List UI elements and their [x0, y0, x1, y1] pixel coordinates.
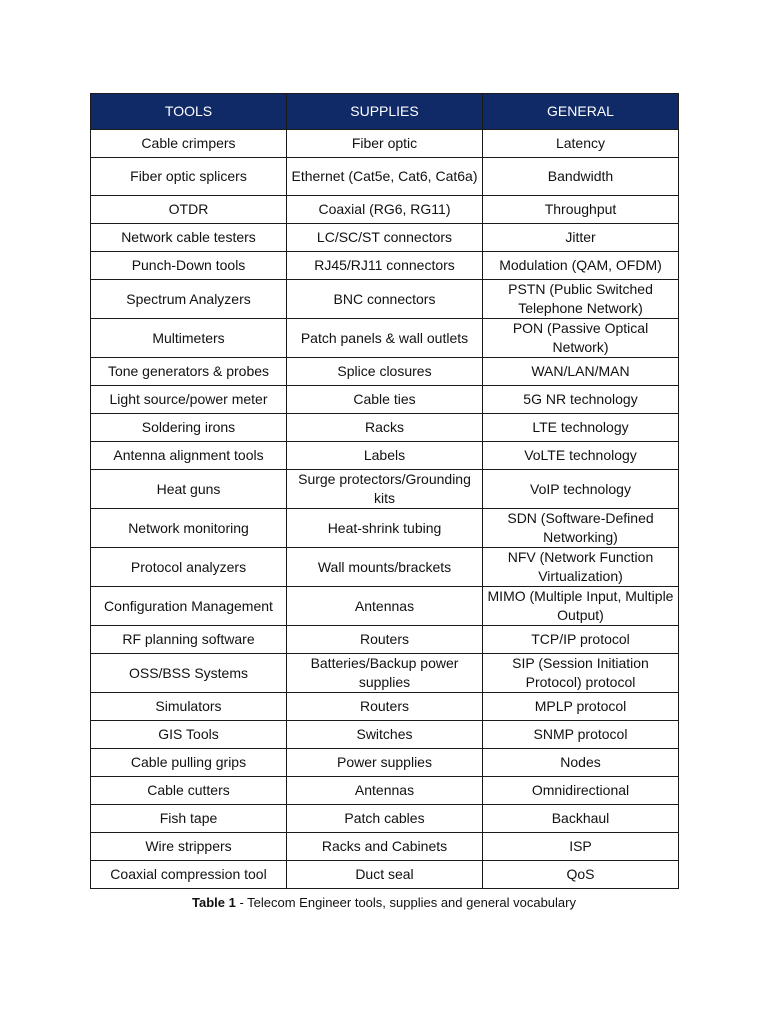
tools-cell: Protocol analyzers — [91, 548, 287, 587]
table-row — [91, 805, 679, 833]
table-row — [91, 749, 679, 777]
table-header — [91, 94, 679, 130]
tools-cell: Soldering irons — [91, 414, 287, 442]
tools-cell: OTDR — [91, 196, 287, 224]
tools-cell: Coaxial compression tool — [91, 861, 287, 889]
header-general: GENERAL — [483, 94, 679, 130]
supplies-cell: Routers — [287, 626, 483, 654]
caption-text: - Telecom Engineer tools, supplies and general vocabulary — [235, 895, 576, 910]
supplies-cell: Cable ties — [287, 386, 483, 414]
table-row — [91, 130, 679, 158]
general-cell: SIP (Session Initiation Protocol) protocol — [483, 654, 679, 693]
general-cell: QoS — [483, 861, 679, 889]
tools-cell: Simulators — [91, 693, 287, 721]
table-row — [91, 158, 679, 196]
table-row — [91, 861, 679, 889]
general-cell: Latency — [483, 130, 679, 158]
table-row — [91, 777, 679, 805]
general-cell: SDN (Software-Defined Networking) — [483, 509, 679, 548]
general-cell: TCP/IP protocol — [483, 626, 679, 654]
general-cell: Modulation (QAM, OFDM) — [483, 252, 679, 280]
supplies-cell: RJ45/RJ11 connectors — [287, 252, 483, 280]
supplies-cell: Labels — [287, 442, 483, 470]
table-row — [91, 587, 679, 626]
tools-cell: Network monitoring — [91, 509, 287, 548]
general-cell: SNMP protocol — [483, 721, 679, 749]
general-cell: Bandwidth — [483, 158, 679, 196]
supplies-cell: Ethernet (Cat5e, Cat6, Cat6a) — [287, 158, 483, 196]
supplies-cell: Duct seal — [287, 861, 483, 889]
tools-cell: Fish tape — [91, 805, 287, 833]
header-row — [91, 94, 679, 130]
supplies-cell: LC/SC/ST connectors — [287, 224, 483, 252]
general-cell: Omnidirectional — [483, 777, 679, 805]
supplies-cell: Batteries/Backup power supplies — [287, 654, 483, 693]
general-cell: NFV (Network Function Virtualization) — [483, 548, 679, 587]
header-tools: TOOLS — [91, 94, 287, 130]
tools-cell: OSS/BSS Systems — [91, 654, 287, 693]
table-row — [91, 196, 679, 224]
supplies-cell: Racks and Cabinets — [287, 833, 483, 861]
general-cell: VoLTE technology — [483, 442, 679, 470]
table-row — [91, 358, 679, 386]
tools-cell: Fiber optic splicers — [91, 158, 287, 196]
supplies-cell: Patch panels & wall outlets — [287, 319, 483, 358]
tools-cell: Heat guns — [91, 470, 287, 509]
general-cell: MIMO (Multiple Input, Multiple Output) — [483, 587, 679, 626]
general-cell: ISP — [483, 833, 679, 861]
table-row — [91, 548, 679, 587]
vocabulary-table — [90, 93, 679, 889]
tools-cell: Punch-Down tools — [91, 252, 287, 280]
table-caption — [90, 895, 678, 911]
table-row — [91, 224, 679, 252]
tools-cell: Multimeters — [91, 319, 287, 358]
supplies-cell: Surge protectors/Grounding kits — [287, 470, 483, 509]
general-cell: Throughput — [483, 196, 679, 224]
general-cell: Nodes — [483, 749, 679, 777]
general-cell: PSTN (Public Switched Telephone Network) — [483, 280, 679, 319]
table-row — [91, 654, 679, 693]
table-row — [91, 509, 679, 548]
supplies-cell: Heat-shrink tubing — [287, 509, 483, 548]
supplies-cell: Wall mounts/brackets — [287, 548, 483, 587]
general-cell: PON (Passive Optical Network) — [483, 319, 679, 358]
table-row — [91, 626, 679, 654]
supplies-cell: Antennas — [287, 587, 483, 626]
tools-cell: Wire strippers — [91, 833, 287, 861]
tools-cell: Spectrum Analyzers — [91, 280, 287, 319]
general-cell: Jitter — [483, 224, 679, 252]
supplies-cell: Fiber optic — [287, 130, 483, 158]
general-cell: WAN/LAN/MAN — [483, 358, 679, 386]
table-row — [91, 833, 679, 861]
supplies-cell: Power supplies — [287, 749, 483, 777]
general-cell: MPLP protocol — [483, 693, 679, 721]
tools-cell: Cable cutters — [91, 777, 287, 805]
tools-cell: Antenna alignment tools — [91, 442, 287, 470]
general-cell: 5G NR technology — [483, 386, 679, 414]
caption-label: Table 1 — [192, 895, 236, 910]
table-row — [91, 252, 679, 280]
table-body — [91, 130, 679, 889]
tools-cell: GIS Tools — [91, 721, 287, 749]
supplies-cell: Patch cables — [287, 805, 483, 833]
table-row — [91, 470, 679, 509]
supplies-cell: Switches — [287, 721, 483, 749]
supplies-cell: Racks — [287, 414, 483, 442]
general-cell: LTE technology — [483, 414, 679, 442]
table-row — [91, 319, 679, 358]
tools-cell: Cable pulling grips — [91, 749, 287, 777]
table-row — [91, 693, 679, 721]
table-row — [91, 386, 679, 414]
supplies-cell: Routers — [287, 693, 483, 721]
header-supplies: SUPPLIES — [287, 94, 483, 130]
table-row — [91, 442, 679, 470]
tools-cell: Tone generators & probes — [91, 358, 287, 386]
tools-cell: Cable crimpers — [91, 130, 287, 158]
supplies-cell: BNC connectors — [287, 280, 483, 319]
general-cell: Backhaul — [483, 805, 679, 833]
tools-cell: Light source/power meter — [91, 386, 287, 414]
table-row — [91, 414, 679, 442]
supplies-cell: Coaxial (RG6, RG11) — [287, 196, 483, 224]
supplies-cell: Antennas — [287, 777, 483, 805]
supplies-cell: Splice closures — [287, 358, 483, 386]
table-row — [91, 280, 679, 319]
table-row — [91, 721, 679, 749]
tools-cell: RF planning software — [91, 626, 287, 654]
tools-cell: Configuration Management — [91, 587, 287, 626]
general-cell: VoIP technology — [483, 470, 679, 509]
tools-cell: Network cable testers — [91, 224, 287, 252]
